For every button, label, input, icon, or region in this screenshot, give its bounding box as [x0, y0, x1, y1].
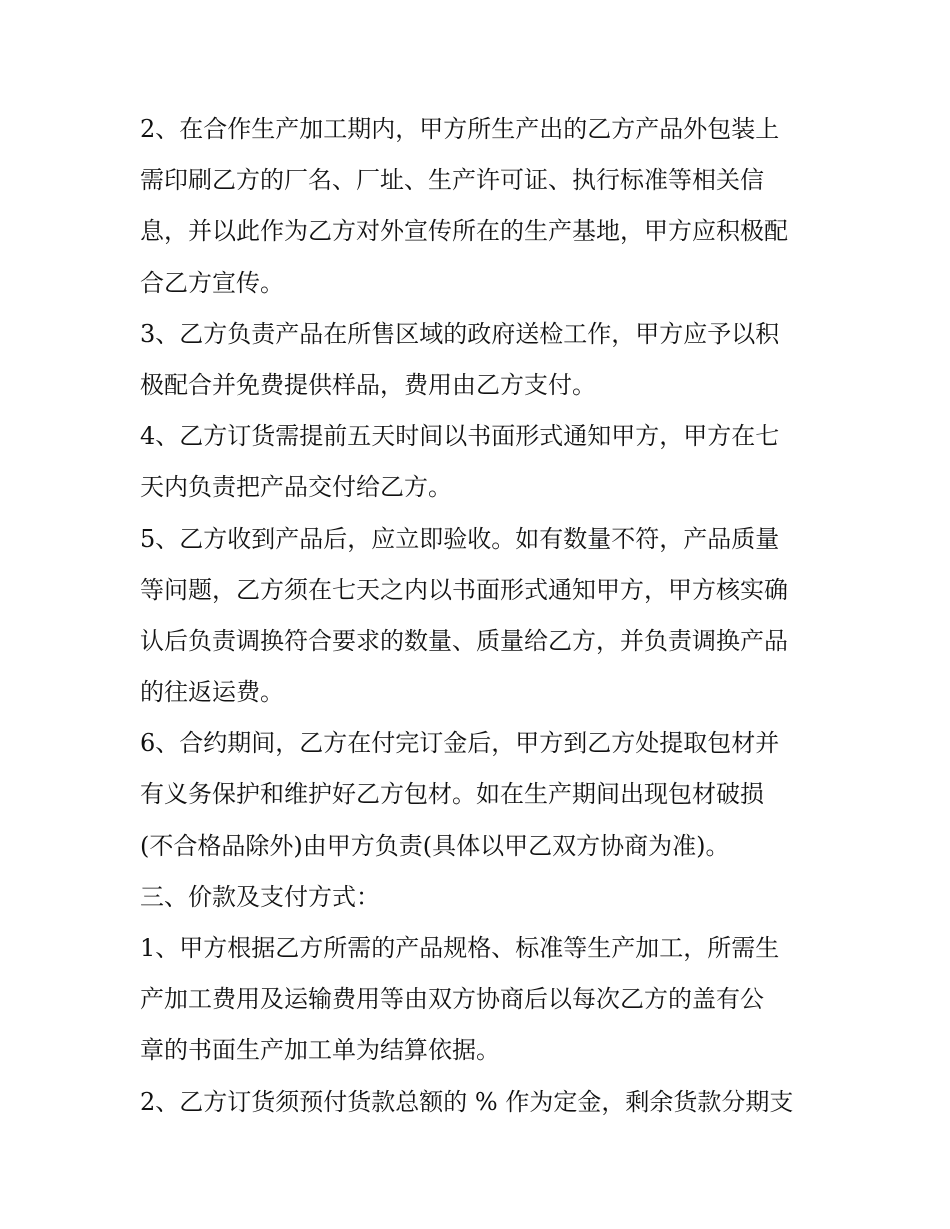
- text-line-10: 等问题，乙方须在七天之内以书面形式通知甲方，甲方核实确: [140, 575, 788, 604]
- text-line-20: 2、乙方订货须预付货款总额的 % 作为定金，剩余货款分期支: [140, 1087, 794, 1116]
- text-line-4: 合乙方宣传。: [140, 268, 284, 297]
- text-line-18: 产加工费用及运输费用等由双方协商后以每次乙方的盖有公: [140, 985, 764, 1014]
- text-line-19: 章的书面生产加工单为结算依据。: [140, 1036, 500, 1065]
- contract-text: [140, 104, 820, 1128]
- text-line-15: (不合格品除外)由甲方负责(具体以甲乙双方协商为准)。: [140, 831, 730, 860]
- text-line-11: 认后负责调换符合要求的数量、质量给乙方，并负责调换产品: [140, 626, 788, 655]
- text-line-8: 天内负责把产品交付给乙方。: [140, 473, 452, 502]
- text-line-1: 2、在合作生产加工期内，甲方所生产出的乙方产品外包装上: [140, 115, 780, 143]
- text-line-6: 极配合并免费提供样品，费用由乙方支付。: [140, 370, 596, 399]
- text-line-12: 的往返运费。: [140, 678, 284, 707]
- text-line-13: 6、合约期间，乙方在付完订金后，甲方到乙方处提取包材并: [140, 729, 780, 758]
- text-line-5: 3、乙方负责产品在所售区域的政府送检工作，甲方应予以积: [140, 319, 780, 348]
- text-line-7: 4、乙方订货需提前五天时间以书面形式通知甲方，甲方在七: [140, 422, 780, 451]
- text-line-2: 需印刷乙方的厂名、厂址、生产许可证、执行标准等相关信: [140, 166, 764, 195]
- text-line-17: 1、甲方根据乙方所需的产品规格、标准等生产加工，所需生: [140, 934, 780, 962]
- section-heading: 三、价款及支付方式：: [140, 882, 380, 911]
- text-line-14: 有义务保护和维护好乙方包材。如在生产期间出现包材破损: [140, 780, 764, 809]
- text-line-9: 5、乙方收到产品后，应立即验收。如有数量不符，产品质量: [140, 524, 780, 553]
- text-line-3: 息，并以此作为乙方对外宣传所在的生产基地，甲方应积极配: [140, 217, 788, 246]
